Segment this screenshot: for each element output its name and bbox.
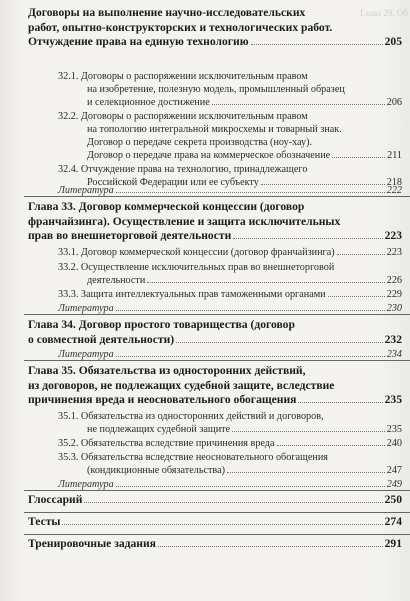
toc-entry[interactable] [28, 493, 402, 508]
toc-entry[interactable] [58, 246, 402, 259]
toc-entry[interactable] [58, 451, 402, 477]
bleed-through-text: Глава 29. Об [360, 8, 408, 18]
toc-entry-text: деятельности [87, 275, 146, 286]
toc-entry-text: 32.1. Договоры о распоряжении исключительным правом [58, 71, 308, 82]
toc-entry[interactable] [58, 288, 402, 301]
toc-page-number: 229 [386, 289, 402, 300]
toc-entry[interactable] [28, 515, 402, 530]
toc-entry-text: 33.2. Осуществление исключительных прав во внешнеторговой [58, 262, 335, 273]
toc-entry-text: 33.1. Договор коммерческой концессии (договор франчайзинга) [58, 247, 335, 258]
dot-leader [232, 431, 385, 432]
toc-page-number: 235 [384, 393, 402, 406]
toc-entry-text: Тесты [28, 515, 61, 528]
toc-entry-text: Литература [58, 303, 114, 314]
toc-entry-text: Тренировочные задания [28, 537, 156, 550]
toc-entry-text: Отчуждение права на единую технологию [28, 35, 249, 48]
toc-entry[interactable] [28, 200, 402, 244]
toc-page-number: 223 [386, 247, 402, 258]
toc-entry-text: Глава 35. Обязательства из односторонних действий, [28, 364, 306, 377]
toc-entry-text: Российской Федерации или ее субъекту [87, 177, 259, 188]
toc-page-number: 205 [384, 35, 402, 48]
toc-entry[interactable] [58, 70, 402, 109]
toc-entry[interactable] [58, 437, 402, 450]
toc-entry[interactable] [28, 6, 402, 50]
toc-entry[interactable] [58, 348, 402, 361]
toc-entry[interactable] [58, 410, 402, 436]
toc-entry-text: из договоров, не подлежащих судебной защите, вследствие [28, 378, 335, 392]
toc-entry-text: Глава 33. Договор коммерческой концессии (договор [28, 200, 305, 213]
toc-entry-text: Литература [58, 185, 114, 196]
toc-entry-text: 32.2. Договоры о распоряжении исключительным правом [58, 111, 308, 122]
toc-entry-text: не подлежащих судебной защите [87, 424, 231, 435]
toc-page-number: 247 [386, 465, 402, 476]
toc-page-number: 223 [384, 229, 402, 242]
toc-page-number: 291 [384, 537, 402, 550]
toc-entry[interactable] [58, 261, 402, 287]
toc-entry-text: 32.4. Отчуждение права на технологию, принадлежащего [58, 164, 308, 175]
toc-entry-text: прав во внешнеторговой деятельности [28, 229, 232, 242]
toc-page-number: 234 [386, 349, 402, 360]
toc-entry[interactable] [58, 110, 402, 162]
toc-entry[interactable] [58, 302, 402, 315]
toc-page-number: 226 [386, 275, 402, 286]
toc-entry-text: на топологию интегральной микросхемы и товарный знак. [87, 124, 342, 135]
toc-page-number: 232 [384, 332, 402, 346]
toc-page-number: 249 [386, 479, 402, 490]
toc-entry-text: о совместной деятельности) [28, 332, 175, 346]
dot-leader [116, 356, 385, 357]
dot-leader [116, 310, 385, 311]
toc-entry-text: 35.2. Обязательства вследствие причинения вреда [58, 438, 275, 449]
toc-entry-text: причинения вреда и неосновательного обогащения [28, 393, 297, 406]
toc-entry[interactable] [58, 478, 402, 491]
dot-leader [328, 296, 385, 297]
toc-entry[interactable] [28, 537, 402, 552]
toc-entry-text: Договоры на выполнение научно-исследовательских [28, 6, 306, 19]
section-divider [24, 512, 410, 513]
dot-leader [158, 546, 383, 547]
toc-entry-text: Договор о передаче права на коммерческое обозначение [87, 150, 331, 161]
toc-entry-text: Литература [58, 349, 114, 360]
toc-entry-text: на изобретение, полезную модель, промышленный образец [87, 84, 345, 95]
dot-leader [233, 238, 382, 239]
dot-leader [251, 44, 383, 45]
dot-leader [227, 472, 385, 473]
toc-entry-text: франчайзинга). Осуществление и защита исключительных [28, 214, 341, 228]
dot-leader [212, 104, 385, 105]
toc-entry-text: Глава 34. Договор простого товарищества (договор [28, 318, 295, 331]
toc-page-number: 250 [384, 493, 402, 506]
section-divider [24, 534, 410, 535]
toc-page-number: 240 [386, 438, 402, 449]
toc-page-number: 218 [386, 177, 402, 188]
toc-page-number: 274 [384, 515, 402, 528]
toc-page-number: 206 [386, 97, 402, 108]
dot-leader [332, 157, 385, 158]
toc-entry[interactable] [28, 318, 402, 347]
toc-entry-text: Глоссарий [28, 493, 83, 506]
dot-leader [84, 502, 382, 503]
toc-entry-text: 33.3. Защита интеллектуальных прав таможенными органами [58, 289, 326, 300]
toc-entry-text: Договор о передаче секрета производства (ноу-хау). [87, 137, 313, 148]
toc-entry-text: работ, опытно-конструкторских и технологических работ. [28, 20, 333, 34]
toc-entry[interactable] [58, 184, 402, 197]
toc-entry-text: (кондикционные обязательства) [87, 465, 226, 476]
toc-page-number: 230 [386, 303, 402, 314]
dot-leader [337, 254, 385, 255]
toc-page-number: 235 [386, 424, 402, 435]
dot-leader [62, 524, 382, 525]
dot-leader [176, 342, 382, 343]
toc-entry-text: 35.1. Обязательства из односторонних действий и договоров, [58, 411, 324, 422]
dot-leader [116, 192, 385, 193]
toc-entry[interactable] [28, 364, 402, 408]
toc-entry-text: и селекционное достижение [87, 97, 210, 108]
dot-leader [298, 402, 382, 403]
dot-leader [147, 282, 384, 283]
toc-entry-text: Литература [58, 479, 114, 490]
toc-entry-text: 35.3. Обязательства вследствие неосновательного обогащения [58, 452, 328, 463]
dot-leader [116, 486, 385, 487]
toc-page-number: 222 [386, 185, 402, 196]
toc-page-number: 211 [387, 150, 402, 161]
dot-leader [277, 445, 385, 446]
